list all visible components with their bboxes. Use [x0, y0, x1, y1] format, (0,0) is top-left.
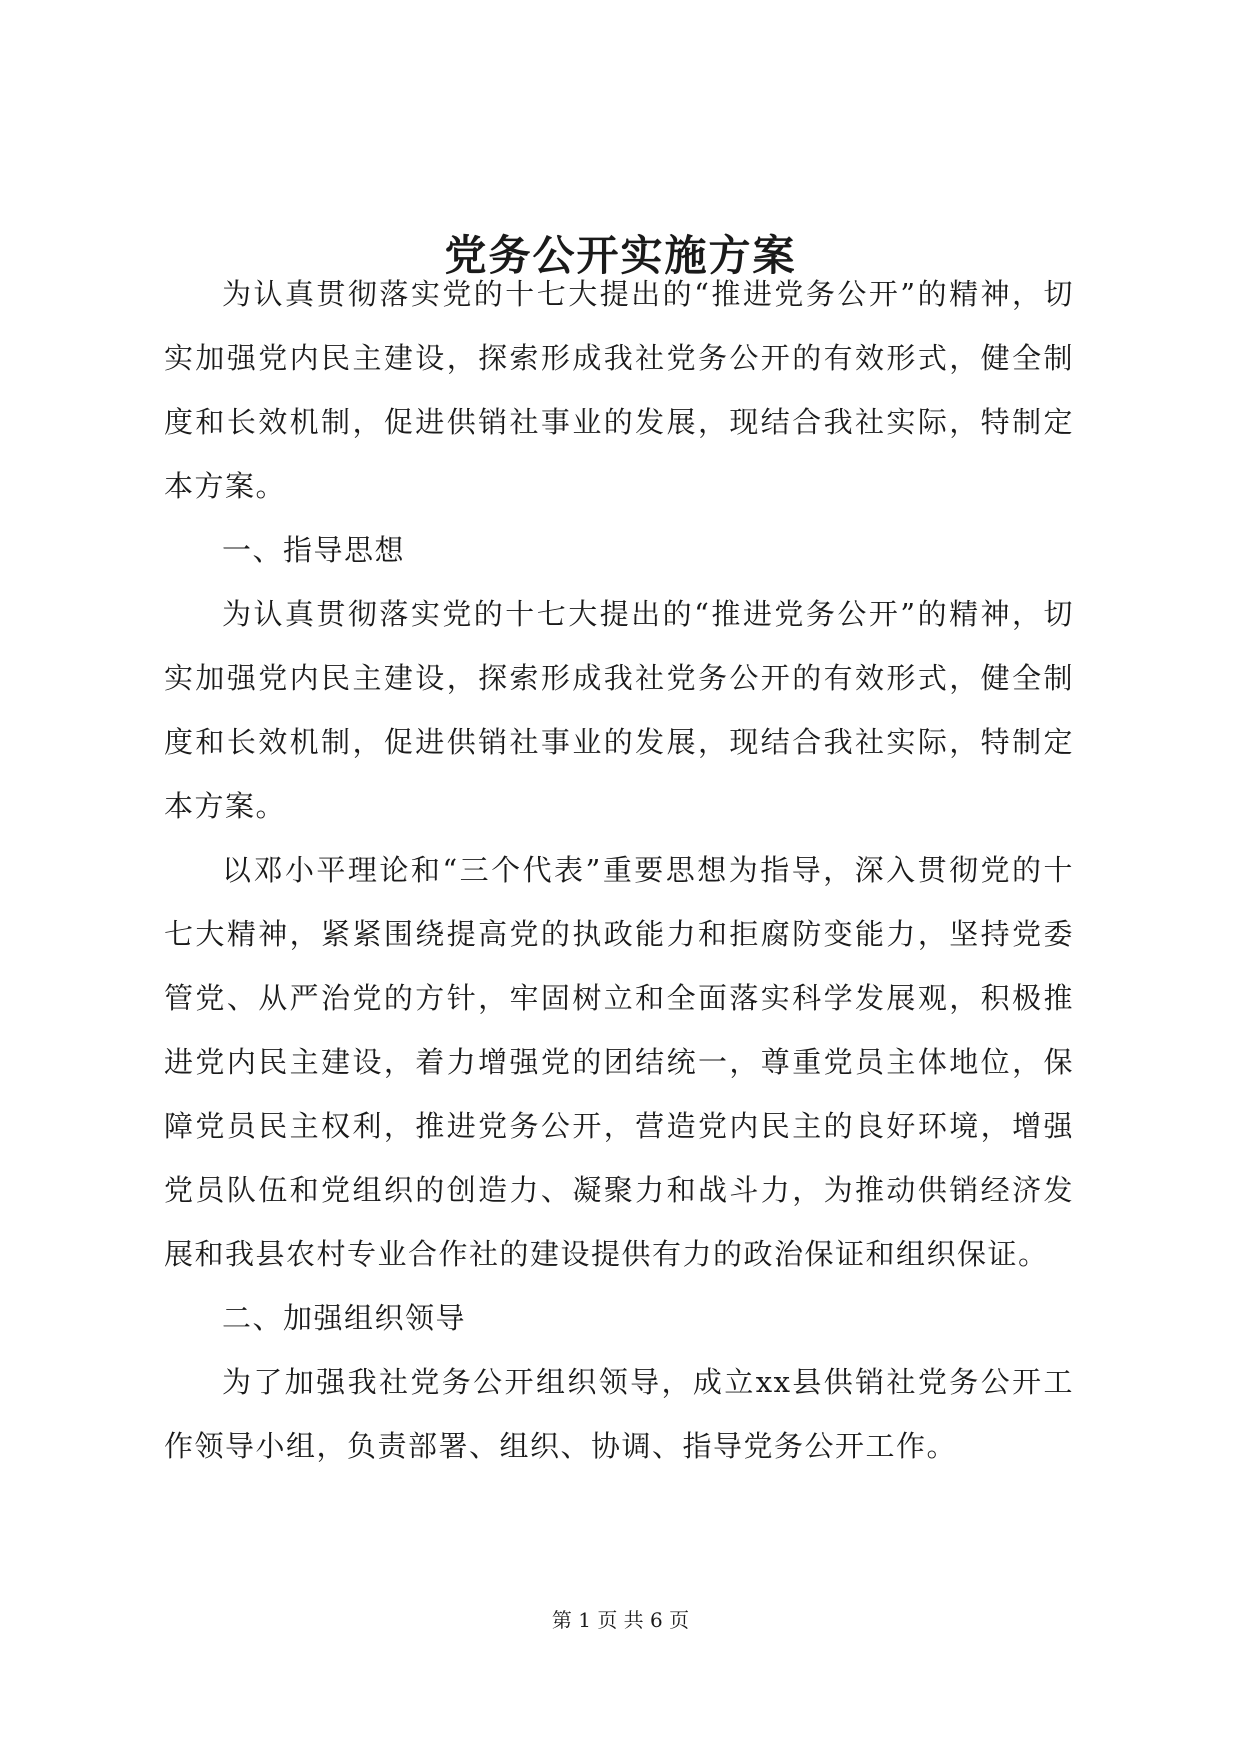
document-body	[164, 262, 1074, 1478]
body-paragraph: 以邓小平理论和“三个代表”重要思想为指导，深入贯彻党的十七大精神，紧紧围绕提高党的执政能力和拒腐防变能力，坚持党委管党、从严治党的方针，牢固树立和全面落实科学发展观，积极推进党内民主建设，着力增强党的团结统一，尊重党员主体地位，保障党员民主权利，推进党务公开，营造党内民主的良好环境，增强党员队伍和党组织的创造力、凝聚力和战斗力，为推动供销经济发展和我县农村专业合作社的建设提供有力的政治保证和组织保证。	[164, 853, 1074, 1271]
section-heading-guiding-ideology: 一、指导思想	[222, 533, 406, 567]
page-number-footer: 第 1 页 共 6 页	[551, 1608, 690, 1632]
document-title: 党务公开实施方案	[444, 231, 797, 280]
body-paragraph: 为认真贯彻落实党的十七大提出的“推进党务公开”的精神，切实加强党内民主建设，探索形成我社党务公开的有效形式，健全制度和长效机制，促进供销社事业的发展，现结合我社实际，特制定本方案。	[164, 597, 1074, 823]
intro-paragraph: 为认真贯彻落实党的十七大提出的“推进党务公开”的精神，切实加强党内民主建设，探索形成我社党务公开的有效形式，健全制度和长效机制，促进供销社事业的发展，现结合我社实际，特制定本方案。	[164, 277, 1074, 503]
section-heading-organization-leadership: 二、加强组织领导	[222, 1301, 467, 1335]
body-paragraph: 为了加强我社党务公开组织领导，成立xx县供销社党务公开工作领导小组，负责部署、组织、协调、指导党务公开工作。	[164, 1365, 1074, 1463]
